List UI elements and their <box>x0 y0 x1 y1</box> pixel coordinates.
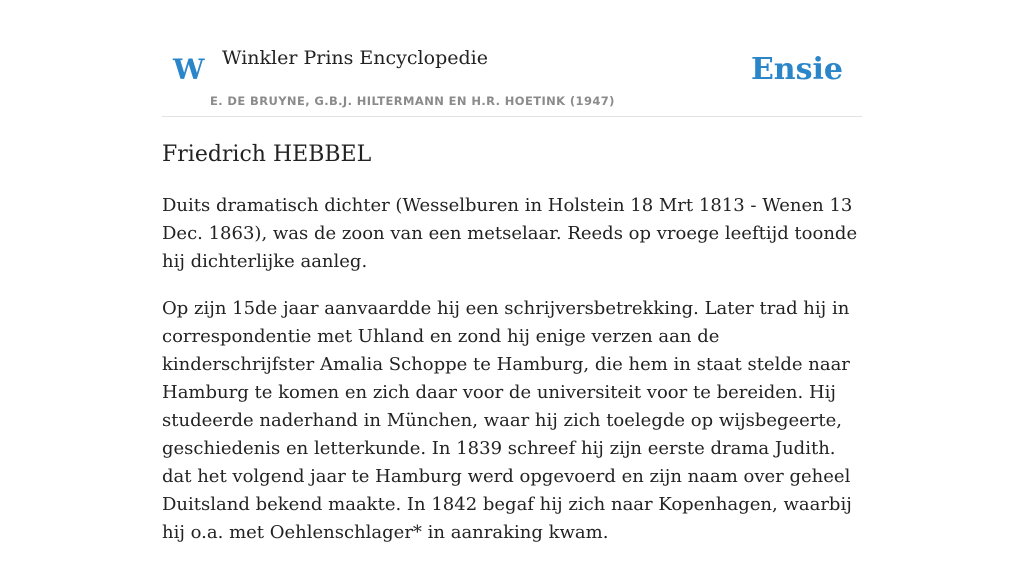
content-container <box>162 0 862 543</box>
ensie-logo[interactable]: Ensie <box>750 52 843 87</box>
site-title[interactable]: Winkler Prins Encyclopedie <box>222 47 488 69</box>
article-title: Friedrich HEBBEL <box>162 142 372 167</box>
paragraph: Duits dramatisch dichter (Wesselburen in Holstein 18 Mrt 1813 - Wenen 13 Dec. 1863), was de zoon van een metselaar. Reeds op vroege leeftijd toonde hij dichterlijke aanleg. <box>162 195 858 272</box>
paragraph: Op zijn 15de jaar aanvaardde hij een schrijversbetrekking. Later trad hij in correspondentie met Uhland en zond hij enige verzen aan de kinderschrijfster Amalia Schoppe te Hamburg, die hem in staat stelde naar Hamburg te komen en zich daar voor de universiteit voor te bereiden. Hij studeerde naderhand in München, waar hij zich toelegde op wijsbegeerte, geschiedenis en letterkunde. In 1839 schreef hij zijn eerste drama Judith. dat het volgend jaar te Hamburg werd opgevoerd en zijn naam over geheel Duitsland bekend maakte. In 1842 begaf hij zich naar Kopenhagen, waarbij hij o.a. met Oehlenschlager* in aanraking kwam. <box>162 298 852 543</box>
winkler-prins-logo[interactable]: W <box>173 53 205 86</box>
authors-line: E. DE BRUYNE, G.B.J. HILTERMANN EN H.R. HOETINK (1947) <box>210 94 615 108</box>
article-body <box>162 192 862 566</box>
site-header <box>162 0 862 117</box>
